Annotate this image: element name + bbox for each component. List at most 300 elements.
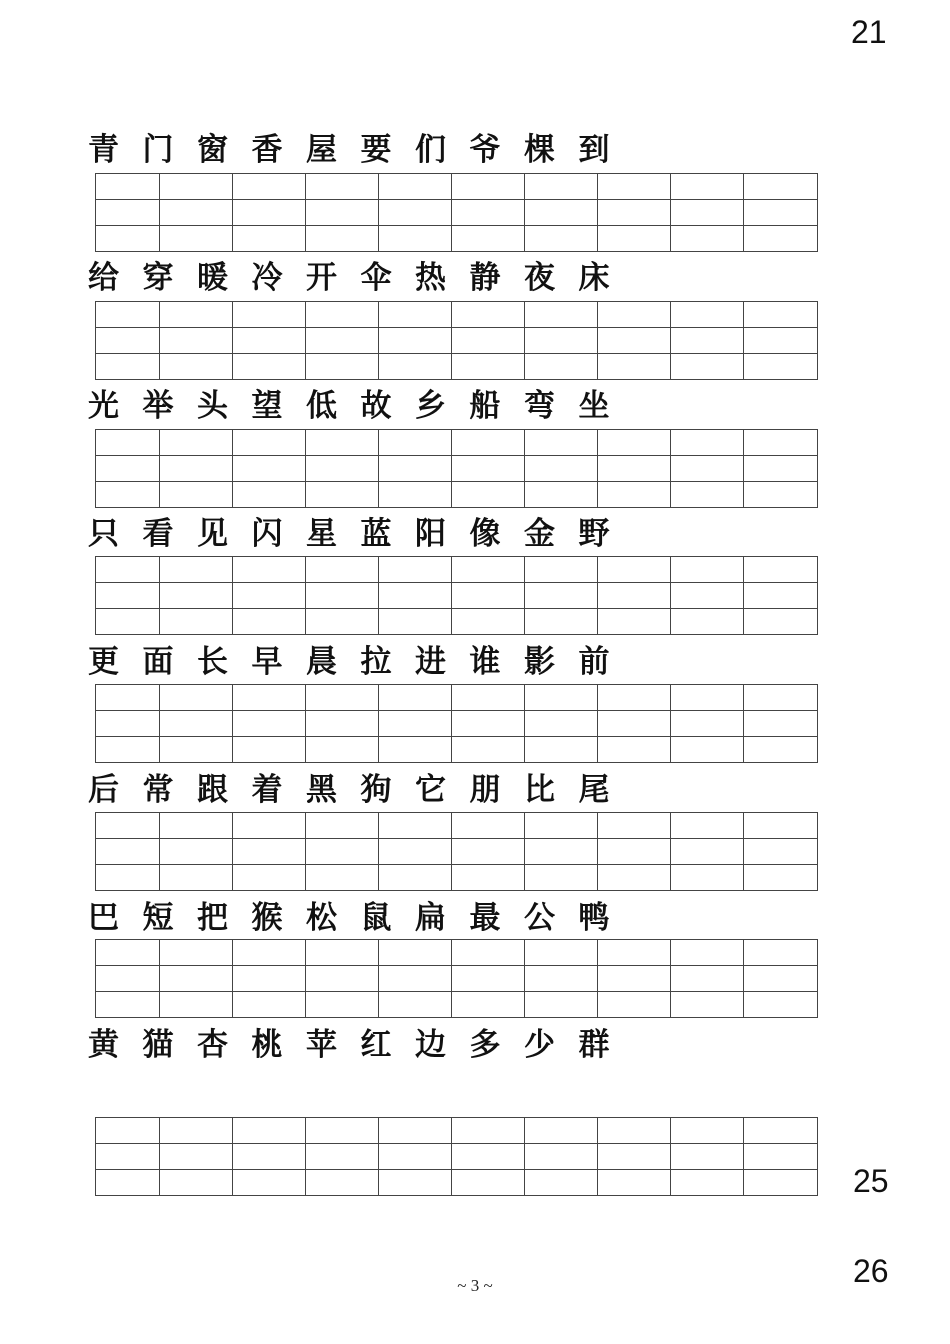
writing-cell[interactable] [598,839,671,865]
writing-cell[interactable] [233,839,306,865]
writing-cell[interactable] [233,583,306,609]
writing-cell[interactable] [96,737,160,763]
character: 公 [524,900,555,936]
character-row [88,388,633,424]
writing-cell[interactable] [96,609,160,635]
writing-cell[interactable] [96,839,160,865]
writing-cell[interactable] [598,737,671,763]
writing-cell[interactable] [744,456,818,482]
writing-cell[interactable] [744,200,818,226]
character: 扁 [415,900,446,936]
writing-cell[interactable] [452,966,525,992]
character: 要 [360,132,392,168]
writing-cell[interactable] [379,200,452,226]
writing-cell[interactable] [160,839,233,865]
writing-cell[interactable] [233,430,306,456]
writing-cell[interactable] [160,226,233,252]
writing-cell[interactable] [233,302,306,328]
writing-cell[interactable] [598,966,671,992]
writing-cell[interactable] [160,430,233,456]
character: 光 [88,388,119,424]
character: 黑 [306,772,337,808]
character: 弯 [524,388,555,424]
writing-cell[interactable] [598,482,671,508]
writing-cell[interactable] [233,865,306,891]
writing-cell[interactable] [525,992,598,1018]
writing-cell[interactable] [160,737,233,763]
character: 香 [251,132,283,168]
writing-cell[interactable] [233,200,306,226]
writing-cell[interactable] [744,711,818,737]
character: 谁 [469,644,501,680]
character: 棵 [524,132,555,168]
character: 开 [306,260,337,296]
writing-cell[interactable] [744,940,818,966]
writing-cell[interactable] [671,557,744,583]
writing-cell[interactable] [160,966,233,992]
writing-cell[interactable] [160,711,233,737]
writing-cell[interactable] [452,1118,525,1144]
writing-cell[interactable] [233,813,306,839]
writing-cell[interactable] [744,557,818,583]
character: 青 [88,132,119,168]
writing-cell[interactable] [452,200,525,226]
character: 望 [251,388,283,424]
writing-cell[interactable] [96,456,160,482]
writing-cell[interactable] [671,583,744,609]
writing-cell[interactable] [96,430,160,456]
writing-cell[interactable] [96,940,160,966]
writing-cell[interactable] [598,685,671,711]
writing-cell[interactable] [306,482,379,508]
writing-cell[interactable] [452,1144,525,1170]
writing-grid [95,812,818,891]
writing-cell[interactable] [96,1118,160,1144]
writing-cell[interactable] [379,839,452,865]
writing-cell[interactable] [306,174,379,200]
writing-cell[interactable] [452,813,525,839]
writing-cell[interactable] [306,557,379,583]
writing-cell[interactable] [233,174,306,200]
writing-cell[interactable] [598,1118,671,1144]
writing-cell[interactable] [306,966,379,992]
writing-cell[interactable] [233,609,306,635]
writing-cell[interactable] [233,557,306,583]
writing-cell[interactable] [160,813,233,839]
writing-cell[interactable] [160,456,233,482]
writing-cell[interactable] [525,354,598,380]
writing-cell[interactable] [671,1118,744,1144]
writing-cell[interactable] [96,354,160,380]
writing-cell[interactable] [671,940,744,966]
writing-cell[interactable] [598,430,671,456]
writing-cell[interactable] [96,174,160,200]
writing-cell[interactable] [96,200,160,226]
writing-cell[interactable] [452,456,525,482]
writing-cell[interactable] [160,174,233,200]
writing-cell[interactable] [452,839,525,865]
writing-cell[interactable] [233,328,306,354]
writing-cell[interactable] [379,302,452,328]
writing-cell[interactable] [233,992,306,1018]
writing-cell[interactable] [306,226,379,252]
writing-cell[interactable] [671,456,744,482]
writing-cell[interactable] [525,482,598,508]
writing-cell[interactable] [306,200,379,226]
character-row [88,1027,633,1063]
writing-cell[interactable] [525,609,598,635]
writing-cell[interactable] [160,328,233,354]
character: 晨 [306,644,337,680]
writing-cell[interactable] [96,482,160,508]
writing-cell[interactable] [379,711,452,737]
writing-cell[interactable] [525,839,598,865]
writing-cell[interactable] [306,456,379,482]
writing-cell[interactable] [525,1144,598,1170]
writing-cell[interactable] [525,583,598,609]
writing-cell[interactable] [525,940,598,966]
writing-cell[interactable] [306,430,379,456]
writing-cell[interactable] [379,354,452,380]
writing-grid [95,1117,818,1196]
character: 爷 [469,132,501,168]
writing-cell[interactable] [598,813,671,839]
writing-cell[interactable] [452,354,525,380]
character: 故 [360,388,392,424]
writing-cell[interactable] [96,1144,160,1170]
writing-cell[interactable] [96,302,160,328]
writing-cell[interactable] [744,354,818,380]
writing-cell[interactable] [452,302,525,328]
writing-cell[interactable] [671,685,744,711]
character: 屋 [306,132,337,168]
writing-cell[interactable] [671,839,744,865]
writing-cell[interactable] [525,813,598,839]
character: 鼠 [360,900,392,936]
writing-cell[interactable] [598,865,671,891]
writing-cell[interactable] [744,685,818,711]
character: 最 [469,900,501,936]
writing-cell[interactable] [671,865,744,891]
writing-cell[interactable] [452,865,525,891]
writing-cell[interactable] [306,354,379,380]
writing-cell[interactable] [379,992,452,1018]
writing-cell[interactable] [744,302,818,328]
character: 坐 [578,388,610,424]
writing-cell[interactable] [96,992,160,1018]
character: 门 [142,132,174,168]
character: 长 [197,644,228,680]
writing-cell[interactable] [525,865,598,891]
character: 暖 [197,260,228,296]
writing-cell[interactable] [744,430,818,456]
writing-cell[interactable] [452,557,525,583]
writing-cell[interactable] [744,1170,818,1196]
writing-cell[interactable] [598,302,671,328]
writing-cell[interactable] [671,226,744,252]
writing-cell[interactable] [525,200,598,226]
page-footer: ~ 3 ~ [457,1276,493,1295]
writing-cell[interactable] [598,711,671,737]
writing-cell[interactable] [306,583,379,609]
writing-cell[interactable] [233,1170,306,1196]
writing-cell[interactable] [598,226,671,252]
writing-cell[interactable] [525,737,598,763]
writing-cell[interactable] [379,430,452,456]
writing-cell[interactable] [525,1170,598,1196]
writing-cell[interactable] [598,328,671,354]
writing-cell[interactable] [598,456,671,482]
character: 边 [415,1027,446,1063]
writing-cell[interactable] [598,354,671,380]
writing-cell[interactable] [96,966,160,992]
character: 面 [142,644,174,680]
writing-cell[interactable] [160,940,233,966]
writing-cell[interactable] [744,328,818,354]
writing-cell[interactable] [598,200,671,226]
writing-cell[interactable] [379,328,452,354]
character: 头 [197,388,228,424]
writing-cell[interactable] [525,226,598,252]
writing-cell[interactable] [598,1144,671,1170]
writing-cell[interactable] [525,966,598,992]
writing-cell[interactable] [233,940,306,966]
character-row [88,132,633,168]
writing-cell[interactable] [379,737,452,763]
writing-cell[interactable] [160,354,233,380]
writing-cell[interactable] [671,482,744,508]
writing-cell[interactable] [306,992,379,1018]
writing-cell[interactable] [160,482,233,508]
character: 船 [469,388,501,424]
writing-cell[interactable] [744,839,818,865]
character: 静 [469,260,501,296]
writing-cell[interactable] [744,1144,818,1170]
writing-cell[interactable] [306,940,379,966]
writing-cell[interactable] [452,992,525,1018]
writing-cell[interactable] [379,583,452,609]
writing-cell[interactable] [160,200,233,226]
writing-cell[interactable] [671,1170,744,1196]
writing-cell[interactable] [233,711,306,737]
writing-cell[interactable] [452,174,525,200]
writing-cell[interactable] [160,302,233,328]
writing-cell[interactable] [744,609,818,635]
page-number-middle: 25 [853,1163,889,1199]
writing-cell[interactable] [671,302,744,328]
writing-cell[interactable] [525,302,598,328]
writing-cell[interactable] [379,482,452,508]
writing-cell[interactable] [379,226,452,252]
writing-cell[interactable] [598,174,671,200]
character: 看 [142,516,174,552]
writing-cell[interactable] [379,456,452,482]
writing-cell[interactable] [160,992,233,1018]
writing-cell[interactable] [233,685,306,711]
writing-cell[interactable] [160,1144,233,1170]
character: 桃 [251,1027,283,1063]
writing-cell[interactable] [671,430,744,456]
writing-cell[interactable] [96,685,160,711]
writing-cell[interactable] [160,1118,233,1144]
character: 拉 [360,644,392,680]
writing-cell[interactable] [379,865,452,891]
writing-cell[interactable] [96,1170,160,1196]
writing-cell[interactable] [379,813,452,839]
writing-cell[interactable] [306,1118,379,1144]
writing-cell[interactable] [452,430,525,456]
writing-cell[interactable] [744,1118,818,1144]
writing-cell[interactable] [671,813,744,839]
writing-cell[interactable] [306,813,379,839]
character: 金 [524,516,555,552]
writing-cell[interactable] [671,354,744,380]
character: 阳 [415,516,446,552]
writing-cell[interactable] [160,583,233,609]
writing-cell[interactable] [525,328,598,354]
writing-cell[interactable] [598,583,671,609]
writing-cell[interactable] [525,430,598,456]
character: 鸭 [578,900,610,936]
writing-cell[interactable] [160,609,233,635]
writing-cell[interactable] [671,737,744,763]
writing-cell[interactable] [452,609,525,635]
writing-cell[interactable] [525,557,598,583]
writing-cell[interactable] [598,992,671,1018]
writing-cell[interactable] [671,966,744,992]
writing-cell[interactable] [96,557,160,583]
writing-cell[interactable] [452,226,525,252]
writing-cell[interactable] [233,482,306,508]
writing-cell[interactable] [744,992,818,1018]
character: 尾 [578,772,610,808]
writing-cell[interactable] [671,711,744,737]
writing-cell[interactable] [306,1144,379,1170]
writing-cell[interactable] [744,482,818,508]
writing-cell[interactable] [96,328,160,354]
writing-cell[interactable] [306,685,379,711]
writing-cell[interactable] [452,711,525,737]
writing-cell[interactable] [744,813,818,839]
character: 黄 [88,1027,119,1063]
writing-cell[interactable] [671,200,744,226]
writing-cell[interactable] [525,685,598,711]
writing-cell[interactable] [671,1144,744,1170]
writing-cell[interactable] [744,174,818,200]
writing-cell[interactable] [744,966,818,992]
writing-cell[interactable] [96,711,160,737]
writing-cell[interactable] [744,737,818,763]
writing-cell[interactable] [671,328,744,354]
writing-cell[interactable] [598,1170,671,1196]
writing-cell[interactable] [379,1118,452,1144]
writing-cell[interactable] [233,354,306,380]
writing-cell[interactable] [160,865,233,891]
writing-cell[interactable] [525,711,598,737]
writing-cell[interactable] [306,609,379,635]
writing-cell[interactable] [233,737,306,763]
writing-cell[interactable] [671,992,744,1018]
writing-cell[interactable] [671,609,744,635]
writing-cell[interactable] [160,557,233,583]
character: 早 [251,644,283,680]
writing-cell[interactable] [306,839,379,865]
writing-cell[interactable] [379,1170,452,1196]
writing-cell[interactable] [744,865,818,891]
writing-cell[interactable] [379,685,452,711]
page-number-bottom: 26 [853,1253,889,1289]
writing-cell[interactable] [379,557,452,583]
writing-cell[interactable] [452,583,525,609]
character: 见 [197,516,228,552]
writing-cell[interactable] [671,174,744,200]
writing-cell[interactable] [452,1170,525,1196]
writing-cell[interactable] [233,456,306,482]
writing-cell[interactable] [306,328,379,354]
writing-cell[interactable] [379,940,452,966]
character-row [88,772,633,808]
character: 低 [306,388,337,424]
writing-cell[interactable] [306,1170,379,1196]
character: 松 [306,900,337,936]
writing-cell[interactable] [233,226,306,252]
character: 猴 [251,900,283,936]
character-row [88,260,633,296]
writing-cell[interactable] [598,940,671,966]
writing-cell[interactable] [306,737,379,763]
writing-cell[interactable] [96,226,160,252]
writing-cell[interactable] [452,737,525,763]
writing-cell[interactable] [306,865,379,891]
writing-cell[interactable] [379,966,452,992]
writing-cell[interactable] [96,583,160,609]
character: 窗 [197,132,228,168]
character-row [88,644,633,680]
writing-cell[interactable] [598,609,671,635]
writing-cell[interactable] [525,1118,598,1144]
character: 举 [142,388,174,424]
writing-cell[interactable] [96,865,160,891]
writing-cell[interactable] [452,685,525,711]
writing-cell[interactable] [160,685,233,711]
writing-cell[interactable] [744,226,818,252]
writing-cell[interactable] [598,557,671,583]
character: 到 [578,132,610,168]
writing-cell[interactable] [160,1170,233,1196]
character: 进 [415,644,446,680]
writing-cell[interactable] [233,1144,306,1170]
writing-cell[interactable] [233,966,306,992]
writing-cell[interactable] [452,940,525,966]
character: 红 [360,1027,392,1063]
writing-cell[interactable] [233,1118,306,1144]
writing-cell[interactable] [525,456,598,482]
writing-cell[interactable] [452,482,525,508]
character: 穿 [142,260,174,296]
writing-cell[interactable] [744,583,818,609]
character: 着 [251,772,283,808]
writing-cell[interactable] [306,711,379,737]
writing-cell[interactable] [452,328,525,354]
writing-cell[interactable] [306,302,379,328]
writing-cell[interactable] [379,1144,452,1170]
writing-cell[interactable] [379,174,452,200]
writing-cell[interactable] [96,813,160,839]
writing-grid [95,939,818,1018]
writing-cell[interactable] [379,609,452,635]
writing-cell[interactable] [525,174,598,200]
character: 狗 [360,772,392,808]
